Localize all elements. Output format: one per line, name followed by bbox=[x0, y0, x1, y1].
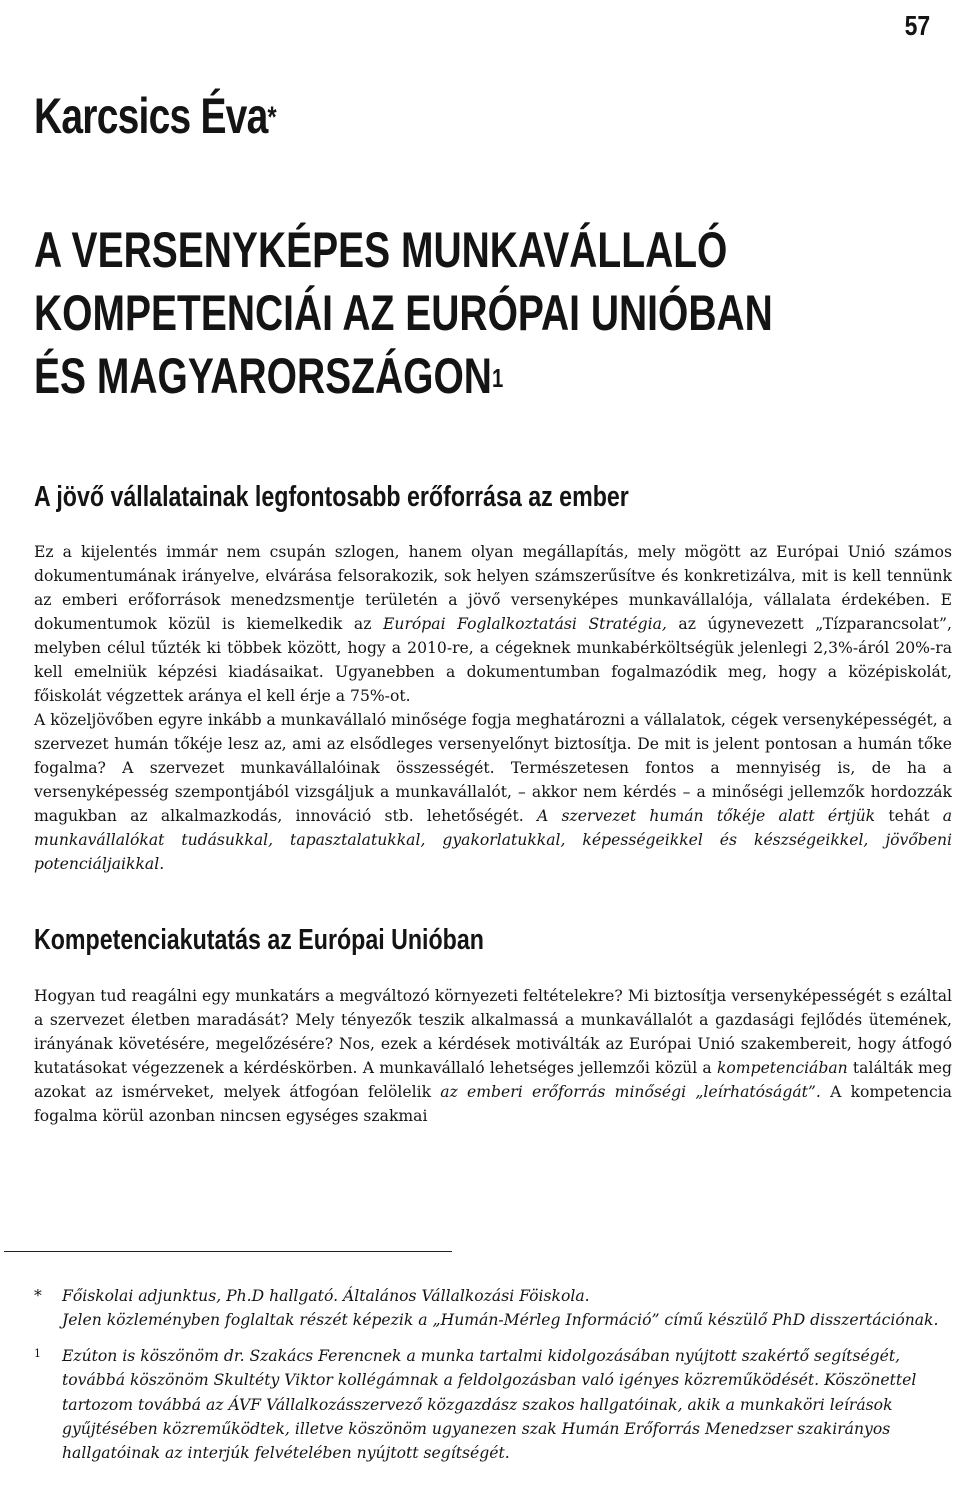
author-name-text: Karcsics Éva bbox=[34, 88, 268, 144]
title-line-3-text: ÉS MAGYARORSZÁGON bbox=[34, 348, 492, 404]
text-run: tehát bbox=[875, 807, 943, 825]
page-number: 57 bbox=[904, 10, 930, 41]
emphasized-text: kompetenciában bbox=[716, 1059, 848, 1077]
author-footnote-marker: * bbox=[267, 101, 276, 134]
section-1-body bbox=[34, 540, 952, 876]
emphasized-text: Európai Foglalkoztatási Stratégia, bbox=[383, 615, 667, 633]
footnote-line: Jelen közleményben foglaltak részét képezik a „Humán-Mérleg Információ” című készülő PhD disszertációnak. bbox=[62, 1311, 939, 1330]
footnote-mark: * bbox=[34, 1287, 42, 1305]
footnote-line: Ezúton is köszönöm dr. Szakács Ferencnek a munka tartalmi kidolgozásában nyújtott szakértő segítségét, továbbá köszönöm Skultéty Viktor kollégámnak a feldolgozásban való igényes közreműködését. Köszönettel tartozom továbbá az ÁVF Vállalkozásszervező közgazdász szakos hallgatóinak, akik a munkaköri leírások gyűjtésében közreműködtek, illetve köszönöm ugyanezen szak Humán Erőforrás Menedzser szakirányos hallgatóinak az interjúk felvételében nyújtott segítségét. bbox=[62, 1346, 917, 1463]
section-heading-2: Kompetenciakutatás az Európai Unióban bbox=[34, 924, 484, 956]
footnote-line: Főiskolai adjunktus, Ph.D hallgató. Általános Vállalkozási Föiskola. bbox=[62, 1287, 590, 1305]
text-run: A kompetencia fogalma körül azonban nincsen egységes szakmai bbox=[34, 1083, 952, 1125]
emphasized-text: A szervezet humán tőkéje alatt értjük bbox=[536, 807, 876, 825]
footnote-divider bbox=[4, 1251, 452, 1252]
title-line-3 bbox=[34, 345, 773, 408]
text-run: az úgynevezett „Tízparancsolat”, melyben célul tűzték ki többek között, hogy a 2010-re, a cégeknek munkabérköltségük jelenlegi 2,3%-áról 20%-ra kell emelniük képzési kiadásaikat. Ugyanebben a dokumentumban fogalmazódik meg, hogy a középiskolát, főiskolát végzettek aránya el kell érje a 75%-ot. bbox=[34, 615, 952, 705]
footnote-1 bbox=[34, 1344, 952, 1466]
footnote-mark: 1 bbox=[34, 1346, 41, 1360]
footnote-text bbox=[62, 1344, 952, 1466]
footnotes bbox=[34, 1284, 952, 1477]
text-run: találták meg azokat az ismérveket, melyek átfogóan felölelik bbox=[34, 1059, 952, 1101]
section-2-body bbox=[34, 984, 952, 1128]
title-line-1: A VERSENYKÉPES MUNKAVÁLLALÓ bbox=[34, 222, 728, 278]
text-run: A közeljövőben egyre inkább a munkavállaló minősége fogja meghatározni a vállalatok, cégek versenyképességét, a szervezet humán tőkéje lesz az, ami az elsődleges versenyelőnyt biztosítja. De mit is jelent pontosan a humán tőke fogalma? A szervezet munkavállalóinak összességét. Természetesen fontos a mennyiség is, de ha a versenyképesség szempontjából vizsgáljuk a munkavállalót, – akkor nem kérdés – a minőségi jellemzők hordozzák magukban az alkalmazkodás, innováció stb. lehetőségét. bbox=[34, 711, 952, 825]
emphasized-text: a munkavállalókat tudásukkal, tapasztalatukkal, gyakorlatukkal, képességeikkel és készségeikkel, jövőbeni potenciáljaikkal. bbox=[34, 807, 953, 873]
text-run: Hogyan tud reagálni egy munkatárs a megváltozó környezeti feltételekre? Mi biztosítja versenyképességét s ezáltal a szervezet életben maradását? Mely tényezők teszik alkalmassá a munkavállalót a gazdasági fejlődés ütemének, irányának követésére, megelőzésére? Nos, ezek a kérdések motiválták az Európai Unió szakembereit, hogy átfogó kutatásokat végezzenek a kérdéskörben. A munkavállaló lehetséges jellemzői közül a bbox=[34, 987, 952, 1077]
footnote-text bbox=[62, 1284, 952, 1333]
text-run: Ez a kijelentés immár nem csupán szlogen, hanem olyan megállapítás, mely mögött az Európai Unió számos dokumentumának irányelve, elvárása felsorakozik, sok helyen számszerűsítve és konkretizálva, mit is kell tennünk az emberi erőforrások menedzsmentje területén a jövő versenyképes munkavállalója, vállalata érdekében. E dokumentumok közül is kiemelkedik az bbox=[34, 543, 952, 633]
author-name bbox=[34, 88, 276, 144]
footnote-author bbox=[34, 1284, 952, 1333]
paragraph bbox=[34, 984, 952, 1128]
title-footnote-marker: 1 bbox=[491, 363, 504, 393]
title-line-2: KOMPETENCIÁI AZ EURÓPAI UNIÓBAN bbox=[34, 285, 773, 341]
paragraph bbox=[34, 708, 952, 876]
section-heading-1: A jövő vállalatainak legfontosabb erőforrása az ember bbox=[34, 481, 629, 513]
article-title bbox=[34, 219, 773, 408]
emphasized-text: az emberi erőforrás minőségi „leírhatóságát”. bbox=[440, 1083, 821, 1101]
paragraph bbox=[34, 540, 952, 708]
